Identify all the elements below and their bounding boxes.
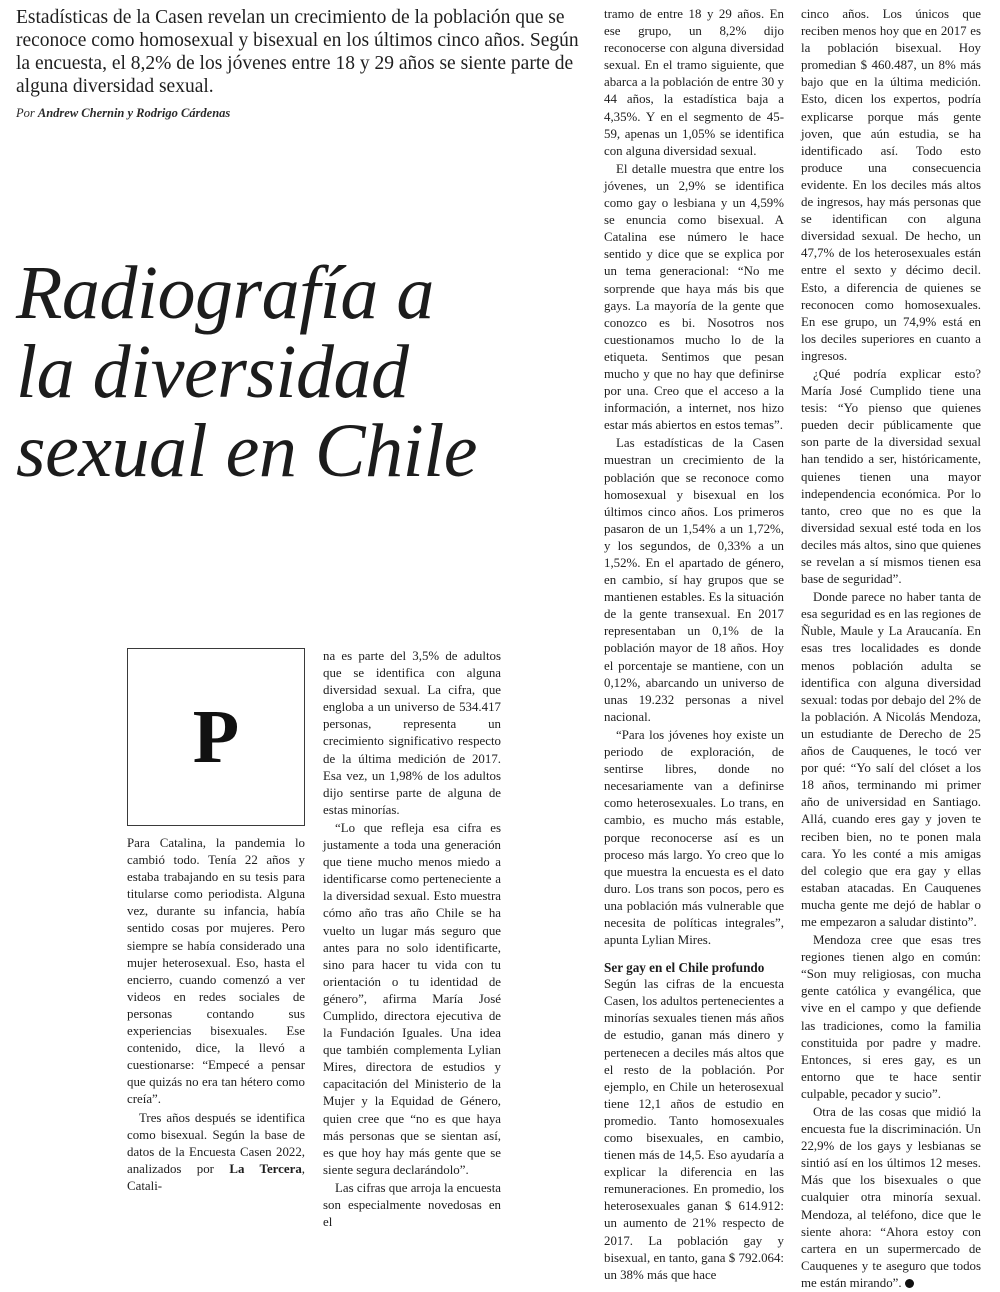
paragraph: Donde parece no haber tanta de esa seguridad es en las regiones de Ñuble, Maule y La Araucanía. En esas tres localidades es donde menos población adulta se identifica con alguna diversidad sexual: todas por debajo del 2% de la población. A Nicolás Mendoza, un estudiante de Derecho de 25 años de Cauquenes, le tocó ver por qué: “Yo salí del clóset a los 18 años, terminando mi primer año de universidad en Santiago. Allá, cuando eres gay y joven te reciben bien, no te ponen mala cara. Yo les conté a mis amigas del colegio que era gay y ellas estaban atacadas. En Cauquenes mucha gente me dejó de hablar o me empezaron a saludar distinto”.	[801, 590, 981, 929]
end-mark-icon	[905, 1279, 914, 1288]
paragraph: “Lo que refleja esa cifra es justamente a toda una generación que tiene mucho menos miedo a identificarse como perteneciente a la diversidad sexual. Esto muestra cómo año tras año Chile se ha vuelto un lugar más seguro que antes para no solo identificarte, sino para hacer tu vida con tu orientación o tu identidad de género”, afirma María José Cumplido, directora ejecutiva de la Fundación Iguales. Una idea que también complementa Lylian Mires, directora de estudios y capacitación del Ministerio de la Mujer y la Equidad de Género, quien cree que “no es que haya más personas que se sientan así, es que hoy hay más gente que se siente segura declarándolo”.	[323, 820, 501, 1177]
drop-cap: P	[192, 695, 240, 779]
paragraph-text: Tres años después se identifica como bisexual. Según la base de datos de la Encuesta Casen 2022, analizados por	[127, 1110, 305, 1176]
headline-line-1: Radiografía a	[16, 251, 434, 335]
source-name: La Tercera	[229, 1161, 302, 1176]
paragraph-text: , Catali-	[127, 1161, 305, 1193]
paragraph: Mendoza cree que esas tres regiones tienen algo en común: “Son muy religiosas, con mucha gente católica y evangélica, que vive en el campo y que defiende las tradiciones, como la familia constituida por padre y madre. Entonces, si eres gay, es un entorno que te hace sentir culpable, pecador y sucio”.	[801, 933, 981, 1101]
standfirst: Estadísticas de la Casen revelan un crecimiento de la población que se reconoce como homosexual y bisexual en los últimos cinco años. Según la encuesta, el 8,2% de los jóvenes entre 18 y 29 años se siente parte de alguna diversidad sexual.	[16, 7, 579, 97]
article-column-1	[127, 835, 305, 1193]
article-column-3	[604, 6, 784, 1282]
byline	[16, 106, 586, 121]
article-column-4	[801, 6, 981, 1290]
headline	[16, 251, 596, 493]
paragraph: Según las cifras de la encuesta Casen, los adultos pertenecientes a minorías sexuales tienen más años de estudio, ganan más dinero y pertenecen a deciles más altos que el resto de la población. Por ejemplo, en Chile un heterosexual tiene 12,1 años de estudio en promedio. Tanto homosexuales como bisexuales, en cambio, tienen más de 14,5. Eso ayudaría a explicar la diferencia en las remuneraciones. En promedio, los heterosexuales ganan $ 614.912: un aumento de 21% respecto de 2017. La población gay y bisexual, en tanto, gana $ 792.064: un 38% más que hace	[604, 977, 784, 1282]
drop-cap-box	[127, 648, 305, 826]
byline-authors: Andrew Chernin y Rodrigo Cárdenas	[37, 106, 231, 120]
paragraph: Para Catalina, la pandemia lo cambió todo. Tenía 22 años y estaba trabajando en su tesis para titularse como periodista. Alguna vez, durante su infancia, había sentido cosas por mujeres. Pero siempre se había considerado una mujer heterosexual. Eso, hasta el encierro, cuando comenzó a ver videos en redes sociales de personas contando sus experiencias bisexuales. Ese contenido, dice, la llevó a cuestionarse: “Empecé a pensar que quizás no era tan hétero como creía”.	[127, 836, 305, 1107]
byline-prefix: Por	[16, 106, 38, 120]
paragraph: cinco años. Los únicos que reciben menos hoy que en 2017 es la población bisexual. Hoy promedian $ 460.487, un 8% más bajo que en la última medición. Esto, dicen los expertos, podría explicarse porque más gente joven, que aún estudia, se ha identificado así. Todo esto produce una consecuencia evidente. En los deciles más altos de ingresos, hay más personas que se identifican con alguna diversidad sexual. De hecho, un 47,7% de los heterosexuales están entre el sexto y décimo decil. Esto, a diferencia de quienes se reconocen como homosexuales. En ese grupo, un 74,9% está en los deciles superiores en cuanto a ingresos.	[801, 7, 981, 363]
paragraph: ¿Qué podría explicar esto? María José Cumplido tiene una tesis: “Yo pienso que quienes pueden decir públicamente que son parte de la diversidad sexual han tendido a ser, históricamente, quienes tienen una mayor independencia económica. Por lo tanto, creo que no es que la diversidad sexual esté toda en los deciles más altos, sino que quienes se revelan a sí mismos tienen esa base de seguridad”.	[801, 366, 981, 587]
paragraph	[801, 1104, 981, 1292]
paragraph: tramo de entre 18 y 29 años. En ese grupo, un 8,2% dijo reconocerse con alguna diversidad sexual. En el tramo siguiente, que abarca a la población de entre 30 y 44 años, la estadística baja a 4,35%. Y en el segmento de 45-59, apenas un 1,05% se identifica con alguna diversidad sexual.	[604, 7, 784, 158]
headline-line-3: sexual en Chile	[16, 409, 478, 493]
paragraph: El detalle muestra que entre los jóvenes, un 2,9% se identifica como gay o lesbiana y un 4,59% se enuncia como bisexual. A Catalina ese número le hace sentido y dice que se explica por un tema generacional: “No me sorprende que haya más bis que gays. La mayoría de la gente que conozco es bi. Nosotros nos cuestionamos mucho lo de la etiqueta. Sentimos que pesan mucho y que no hay que definirse por una. Creo que el acceso a la información, a internet, nos hizo estar más abiertos en estos temas”.	[604, 161, 784, 433]
paragraph: Las cifras que arroja la encuesta son especialmente novedosas en el	[323, 1180, 501, 1230]
paragraph: “Para los jóvenes hoy existe un periodo de exploración, de sentirse libres, donde no necesariamente van a definirse como heterosexuales. Lo trans, en cambio, es mucho más estable, porque reconocerse así es un proceso más largo. Yo creo que lo que muestra la encuesta es el dato duro. Los trans son pocos, pero es una población más vulnerable que necesita de políticas integrales”, apunta Lylian Mires.	[604, 727, 784, 948]
article-column-2	[323, 648, 501, 1230]
paragraph: Las estadísticas de la Casen muestran un crecimiento de la población que se reconoce como homosexual y bisexual en los últimos cinco años. Los primeros pasaron de un 1,54% a un 1,72%, y los segundos, de 0,33% a un 1,52%. En el apartado de género, en cambio, sí hay grupos que se mantienen estables. Es la situación de la gente transexual. En 2017 representaban un 0,1% de la población mayor de 18 años. Hoy el porcentaje se mantiene, con un 0,12%, abarcando un universo de unas 19.232 personas a nivel nacional.	[604, 436, 784, 724]
paragraph	[127, 1110, 305, 1195]
headline-line-2: la diversidad	[16, 330, 409, 414]
paragraph-text: Otra de las cosas que midió la encuesta fue la discriminación. Un 22,9% de los gays y lesbianas se sintió así en los últimos 12 meses. Más que los bisexuales o que cualquier otra minoría sexual. Mendoza, al teléfono, dice que le siente ahora: “Ahora estoy con cartera en un supermercado de Cauquenes y te aseguro que todos me están mirando”.	[801, 1105, 981, 1290]
section-subhead: Ser gay en el Chile profundo	[604, 960, 765, 976]
paragraph: na es parte del 3,5% de adultos que se identifica con alguna diversidad sexual. La cifra, que engloba a un universo de 534.417 personas, representa un crecimiento significativo respecto de la última medición de 2017. Esa vez, un 1,98% de los adultos dijo sentirse parte de alguna de estas minorías.	[323, 649, 501, 817]
